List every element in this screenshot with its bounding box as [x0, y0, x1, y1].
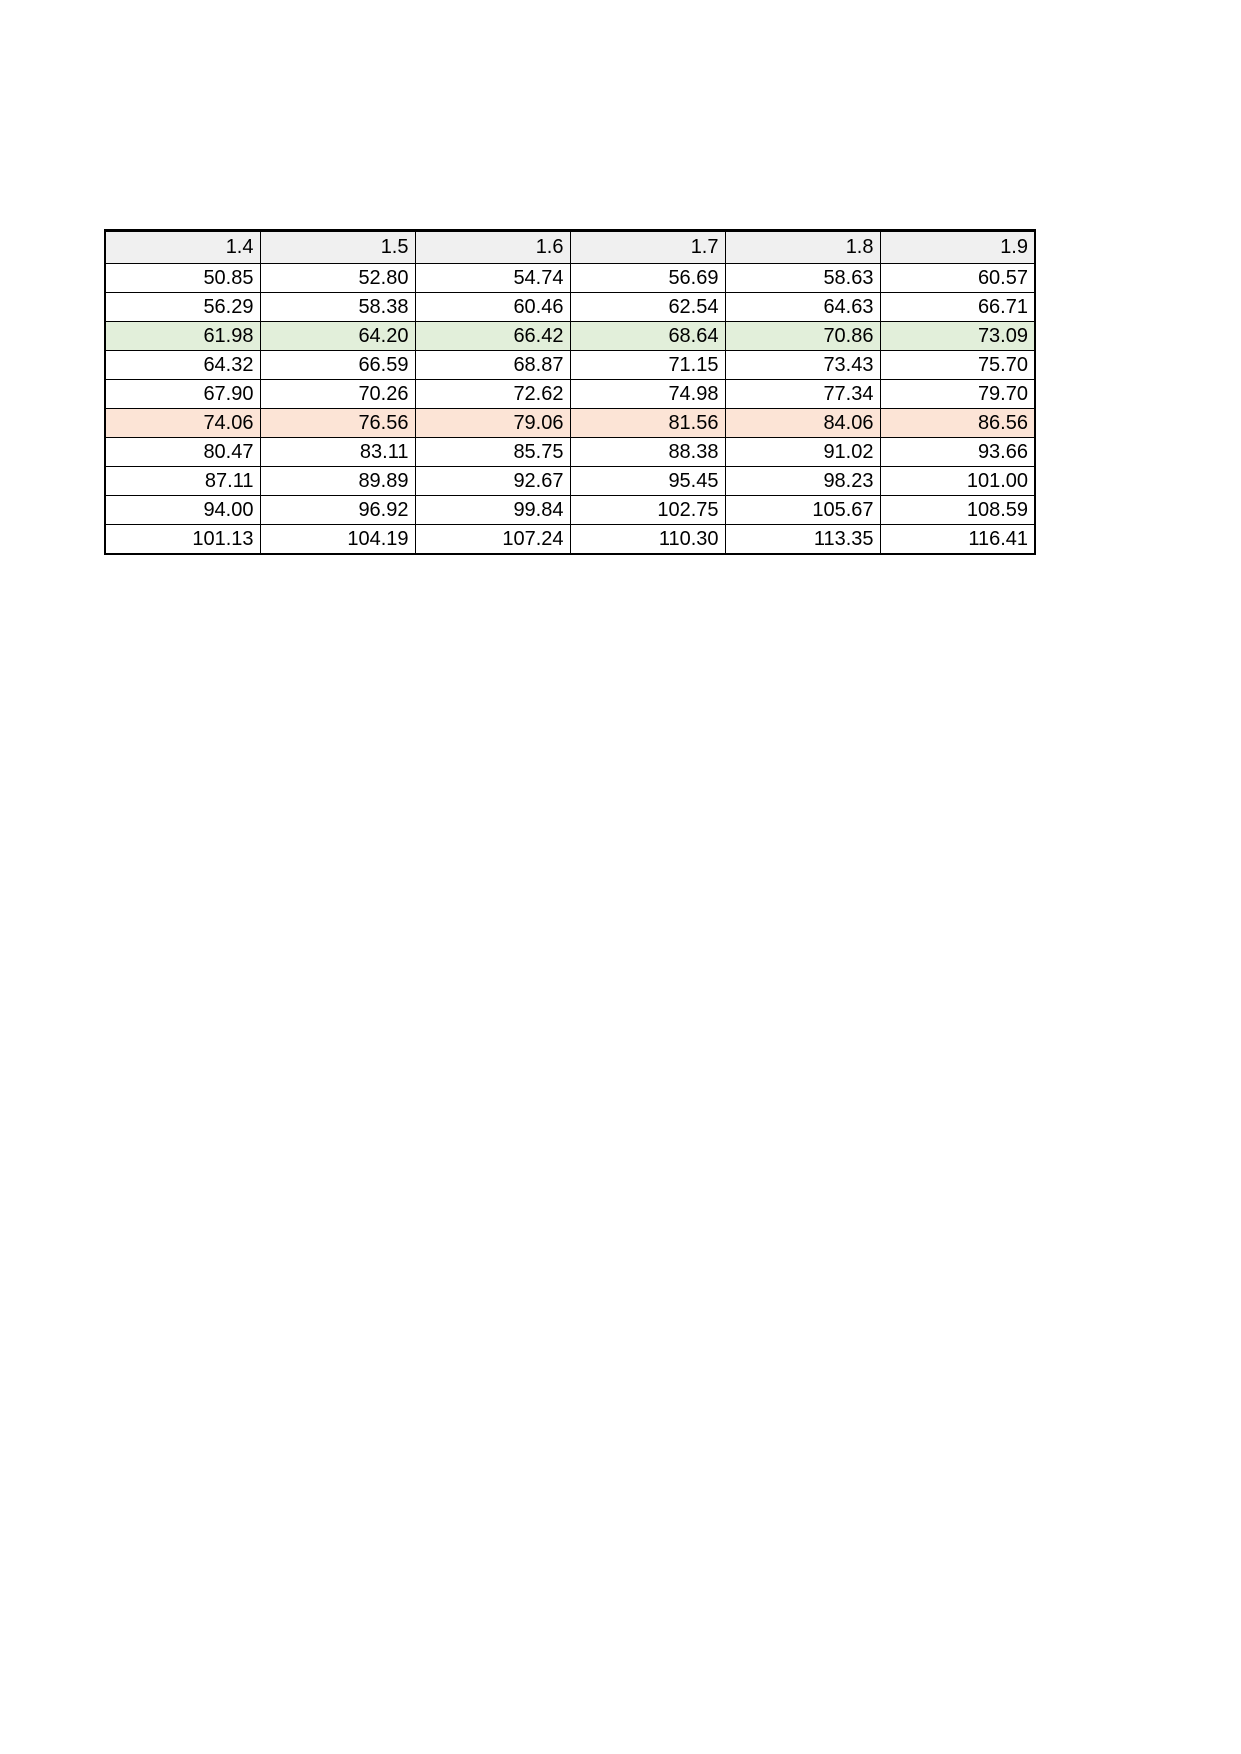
cell: 107.24 [415, 525, 570, 555]
column-header: 1.6 [415, 231, 570, 264]
table-row [105, 293, 1035, 322]
cell: 73.09 [880, 322, 1035, 351]
cell: 56.29 [105, 293, 260, 322]
table-row [105, 322, 1035, 351]
cell: 60.46 [415, 293, 570, 322]
cell: 62.54 [570, 293, 725, 322]
cell: 50.85 [105, 264, 260, 293]
cell: 68.87 [415, 351, 570, 380]
cell: 104.19 [260, 525, 415, 555]
cell: 75.70 [880, 351, 1035, 380]
cell: 68.64 [570, 322, 725, 351]
cell: 108.59 [880, 496, 1035, 525]
cell: 94.00 [105, 496, 260, 525]
cell: 98.23 [725, 467, 880, 496]
column-header: 1.9 [880, 231, 1035, 264]
table-row [105, 264, 1035, 293]
cell: 105.67 [725, 496, 880, 525]
cell: 74.98 [570, 380, 725, 409]
cell: 86.56 [880, 409, 1035, 438]
cell: 61.98 [105, 322, 260, 351]
cell: 83.11 [260, 438, 415, 467]
cell: 54.74 [415, 264, 570, 293]
table-row [105, 525, 1035, 555]
cell: 60.57 [880, 264, 1035, 293]
cell: 101.00 [880, 467, 1035, 496]
cell: 92.67 [415, 467, 570, 496]
cell: 70.26 [260, 380, 415, 409]
cell: 64.32 [105, 351, 260, 380]
cell: 110.30 [570, 525, 725, 555]
cell: 93.66 [880, 438, 1035, 467]
cell: 116.41 [880, 525, 1035, 555]
cell: 77.34 [725, 380, 880, 409]
cell: 56.69 [570, 264, 725, 293]
cell: 101.13 [105, 525, 260, 555]
table-row [105, 496, 1035, 525]
table-row [105, 438, 1035, 467]
column-header: 1.4 [105, 231, 260, 264]
cell: 113.35 [725, 525, 880, 555]
cell: 66.71 [880, 293, 1035, 322]
cell: 99.84 [415, 496, 570, 525]
cell: 66.59 [260, 351, 415, 380]
cell: 76.56 [260, 409, 415, 438]
column-header: 1.5 [260, 231, 415, 264]
table-header-row [105, 231, 1035, 264]
cell: 102.75 [570, 496, 725, 525]
cell: 80.47 [105, 438, 260, 467]
cell: 58.63 [725, 264, 880, 293]
cell: 85.75 [415, 438, 570, 467]
cell: 74.06 [105, 409, 260, 438]
column-header: 1.8 [725, 231, 880, 264]
cell: 58.38 [260, 293, 415, 322]
column-header: 1.7 [570, 231, 725, 264]
cell: 70.86 [725, 322, 880, 351]
cell: 87.11 [105, 467, 260, 496]
table-row [105, 380, 1035, 409]
table-header [105, 231, 1035, 264]
cell: 66.42 [415, 322, 570, 351]
cell: 88.38 [570, 438, 725, 467]
cell: 64.20 [260, 322, 415, 351]
cell: 79.70 [880, 380, 1035, 409]
cell: 71.15 [570, 351, 725, 380]
cell: 67.90 [105, 380, 260, 409]
cell: 95.45 [570, 467, 725, 496]
data-table [104, 229, 1036, 555]
cell: 91.02 [725, 438, 880, 467]
cell: 73.43 [725, 351, 880, 380]
table-row [105, 409, 1035, 438]
cell: 79.06 [415, 409, 570, 438]
cell: 81.56 [570, 409, 725, 438]
cell: 72.62 [415, 380, 570, 409]
cell: 89.89 [260, 467, 415, 496]
cell: 52.80 [260, 264, 415, 293]
table-row [105, 351, 1035, 380]
table-row [105, 467, 1035, 496]
cell: 64.63 [725, 293, 880, 322]
cell: 96.92 [260, 496, 415, 525]
cell: 84.06 [725, 409, 880, 438]
